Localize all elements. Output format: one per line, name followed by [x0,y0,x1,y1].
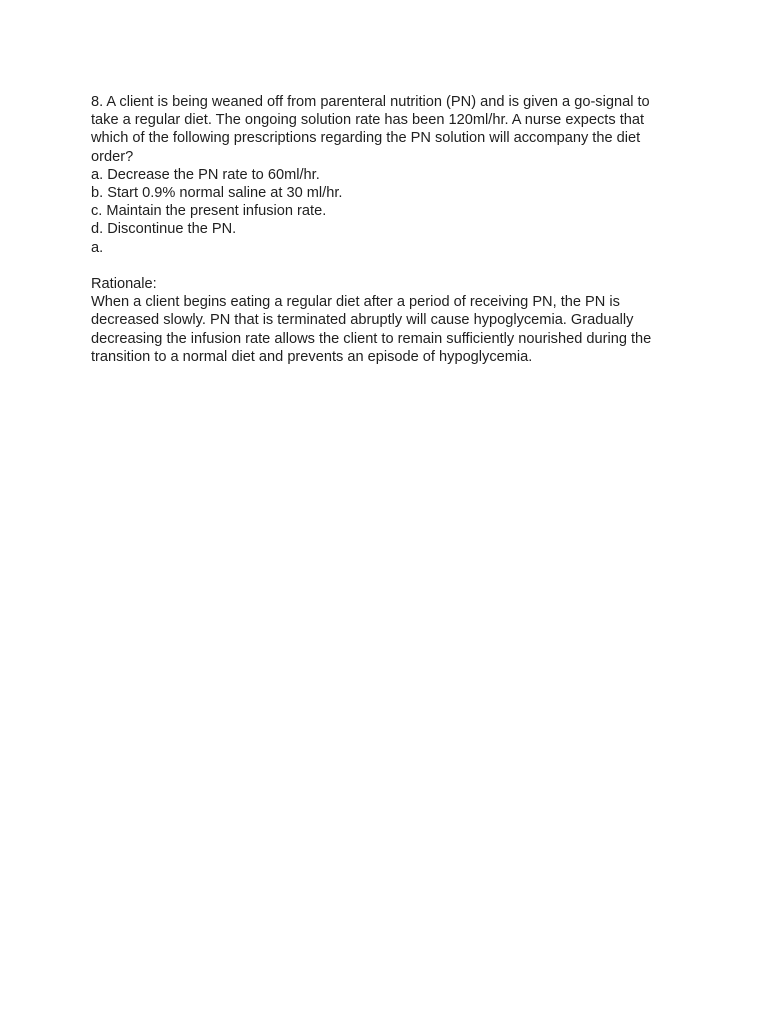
option-a: a. Decrease the PN rate to 60ml/hr. [91,166,320,183]
question-stem-line: 8. A client is being weaned off from parenteral nutrition (PN) and is given a go-signal to [91,94,650,110]
question-stem-line: take a regular diet. The ongoing solution rate has been 120ml/hr. A nurse expects that [91,112,645,129]
option-b: b. Start 0.9% normal saline at 30 ml/hr. [91,185,343,202]
rationale-line: When a client begins eating a regular diet after a period of receiving PN, the PN is [91,294,620,311]
answer-key: a. [91,239,104,256]
paragraph-spacer [91,257,691,275]
option-c: c. Maintain the present infusion rate. [91,203,327,220]
rationale-line: decreasing the infusion rate allows the client to remain sufficiently nourished during the [91,330,652,347]
rationale-heading: Rationale: [91,276,157,293]
rationale-line: decreased slowly. PN that is terminated abruptly will cause hypoglycemia. Gradually [91,312,634,329]
question-stem-line: order? [91,148,134,165]
option-d: d. Discontinue the PN. [91,221,237,238]
document-page [91,93,691,366]
question-block [91,93,691,257]
rationale-block [91,275,691,366]
rationale-line: transition to a normal diet and prevents an episode of hypoglycemia. [91,348,533,365]
question-stem-line: which of the following prescriptions regarding the PN solution will accompany the diet [91,130,641,147]
